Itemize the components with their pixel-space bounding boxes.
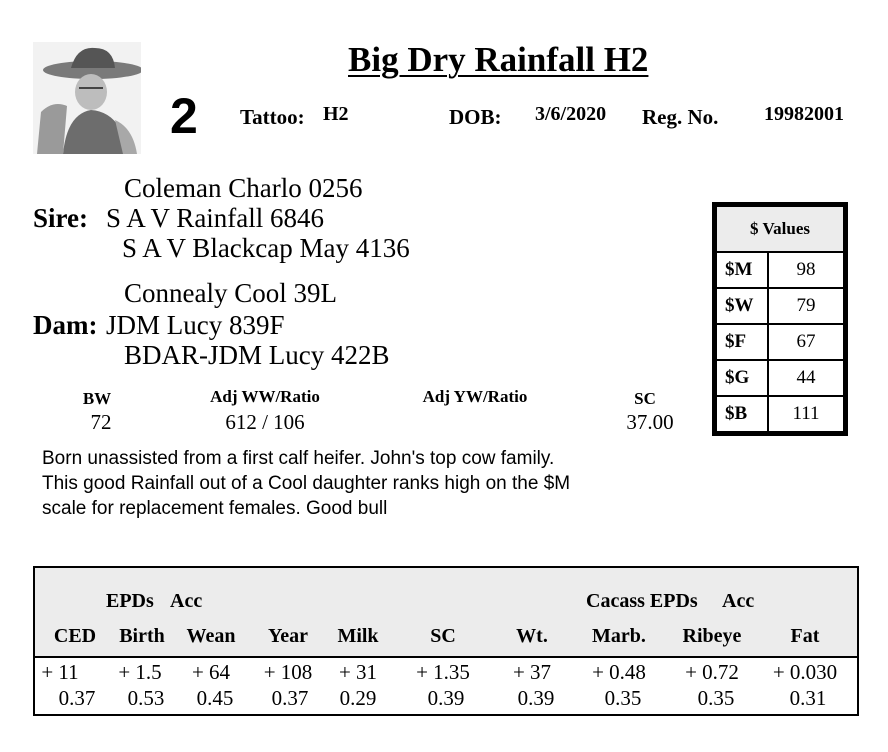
epd-col-year: Year bbox=[268, 625, 308, 647]
epd-value-wt: + 37 bbox=[512, 660, 552, 684]
sire-sire: Coleman Charlo 0256 bbox=[124, 173, 363, 203]
ww-value: 612 / 106 bbox=[225, 410, 305, 434]
sire-label: Sire: bbox=[33, 203, 88, 233]
epd-col-ced: CED bbox=[53, 625, 97, 647]
epd-acc-year: 0.37 bbox=[271, 686, 309, 710]
epd-acc-birth: 0.53 bbox=[127, 686, 165, 710]
dollar-values-header: $ Values bbox=[716, 206, 844, 252]
epd-col-sc: SC bbox=[430, 625, 456, 647]
sc-label: SC bbox=[634, 389, 656, 408]
epd-col-ribeye: Ribeye bbox=[682, 625, 742, 647]
dollar-row-f bbox=[716, 324, 844, 360]
reg-label: Reg. No. bbox=[642, 105, 719, 129]
dollar-label: $W bbox=[716, 288, 768, 324]
animal-title: Big Dry Rainfall H2 bbox=[348, 40, 649, 79]
dollar-label: $F bbox=[716, 324, 768, 360]
epd-value-year: + 108 bbox=[263, 660, 313, 684]
lot-number: 2 bbox=[170, 88, 198, 144]
ww-label: Adj WW/Ratio bbox=[210, 387, 320, 406]
dollar-values-table bbox=[712, 202, 848, 436]
dollar-row-g bbox=[716, 360, 844, 396]
epd-value-milk: + 31 bbox=[338, 660, 378, 684]
reg-value: 19982001 bbox=[764, 103, 844, 125]
epd-value-ribeye: + 0.72 bbox=[685, 660, 739, 684]
dollar-row-m bbox=[716, 252, 844, 288]
dob-value: 3/6/2020 bbox=[535, 103, 607, 125]
epd-value-ced: + 11 bbox=[41, 660, 79, 684]
epd-group-acc: Acc bbox=[170, 590, 203, 612]
dollar-label: $B bbox=[716, 396, 768, 432]
tattoo-value: H2 bbox=[323, 103, 349, 125]
dam-sire: Connealy Cool 39L bbox=[124, 278, 337, 308]
sire-dam: S A V Blackcap May 4136 bbox=[122, 233, 410, 263]
cowboy-photo bbox=[33, 42, 141, 154]
dollar-value: 98 bbox=[768, 252, 844, 288]
epd-value-wean: + 64 bbox=[191, 660, 231, 684]
dam-label: Dam: bbox=[33, 310, 98, 340]
bw-value: 72 bbox=[90, 410, 112, 434]
epd-value-birth: + 1.5 bbox=[118, 660, 162, 684]
animal-notes: Born unassisted from a first calf heifer. John's top cow family. This good Rainfall out of a Cool daughter ranks high on the $M scale for replacement females. Good bull bbox=[42, 448, 571, 519]
epd-value-fat: + 0.030 bbox=[772, 660, 838, 684]
dollar-value: 79 bbox=[768, 288, 844, 324]
epd-col-wt: Wt. bbox=[516, 625, 548, 647]
epd-col-wean: Wean bbox=[186, 625, 236, 647]
epd-col-fat: Fat bbox=[790, 625, 820, 647]
carcass-group-label: Cacass EPDs bbox=[586, 590, 698, 612]
sc-value: 37.00 bbox=[626, 410, 674, 434]
sire-name: S A V Rainfall 6846 bbox=[106, 203, 325, 233]
epd-value-sc: + 1.35 bbox=[416, 660, 470, 684]
dollar-value: 44 bbox=[768, 360, 844, 396]
bw-label: BW bbox=[82, 389, 112, 408]
epd-col-birth: Birth bbox=[119, 625, 165, 647]
dollar-label: $M bbox=[716, 252, 768, 288]
dollar-row-w bbox=[716, 288, 844, 324]
carcass-group-acc: Acc bbox=[722, 590, 755, 612]
epd-acc-wt: 0.39 bbox=[517, 686, 555, 710]
dollar-row-b bbox=[716, 396, 844, 432]
epd-col-milk: Milk bbox=[337, 625, 379, 647]
epd-acc-marb: 0.35 bbox=[604, 686, 642, 710]
dollar-value: 67 bbox=[768, 324, 844, 360]
epd-col-marb: Marb. bbox=[592, 625, 646, 647]
epd-acc-ced: 0.37 bbox=[58, 686, 96, 710]
dam-name: JDM Lucy 839F bbox=[106, 310, 285, 340]
epd-acc-sc: 0.39 bbox=[427, 686, 465, 710]
dollar-value: 111 bbox=[768, 396, 844, 432]
epd-acc-fat: 0.31 bbox=[789, 686, 827, 710]
epd-group-label: EPDs bbox=[106, 590, 154, 612]
epd-acc-ribeye: 0.35 bbox=[697, 686, 735, 710]
yw-label: Adj YW/Ratio bbox=[422, 387, 528, 406]
epd-acc-milk: 0.29 bbox=[339, 686, 377, 710]
tattoo-label: Tattoo: bbox=[240, 105, 305, 129]
epd-value-marb: + 0.48 bbox=[592, 660, 646, 684]
epd-acc-wean: 0.45 bbox=[196, 686, 234, 710]
dob-label: DOB: bbox=[449, 105, 502, 129]
dam-dam: BDAR-JDM Lucy 422B bbox=[124, 340, 390, 370]
dollar-label: $G bbox=[716, 360, 768, 396]
